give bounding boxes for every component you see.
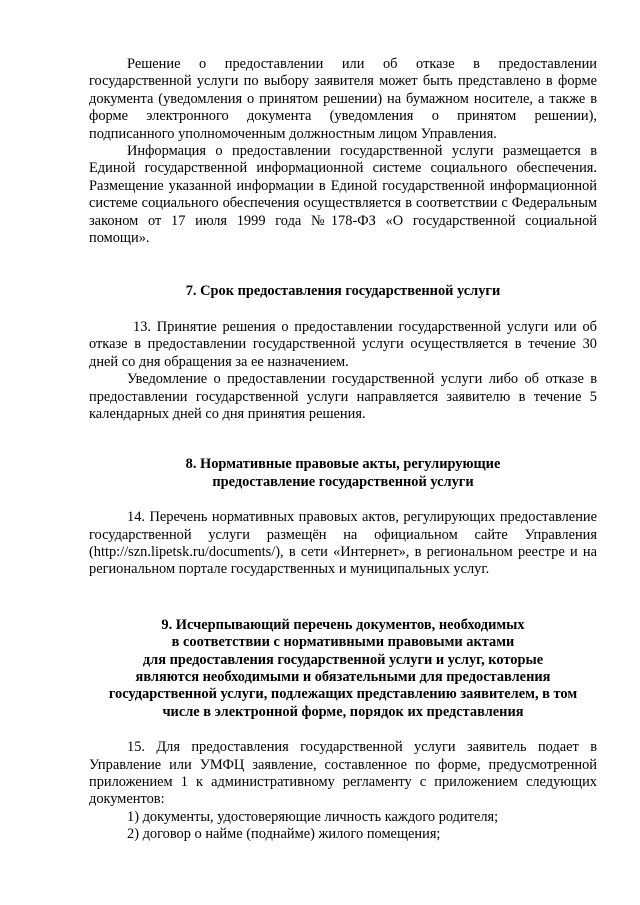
section-8-paragraph-14: 14. Перечень нормативных правовых актов, регулирующих предоставление государственной услуги размещён на официальном сайте Управления (http://szn.lipetsk.ru/documents/), в сети «Интернет», в региональном реестре и на региональном портале государственных и муниципальных услуг. xyxy=(89,509,597,578)
section-9-heading-line-1: 9. Исчерпывающий перечень документов, необходимых xyxy=(161,616,525,633)
section-8-heading xyxy=(89,456,597,491)
spacer xyxy=(89,721,597,739)
document-list-item-2: 2) договор о найме (поднайме) жилого помещения; xyxy=(127,826,441,843)
spacer xyxy=(89,579,597,617)
section-7-heading: 7. Срок предоставления государственной услуги xyxy=(185,283,501,300)
spacer xyxy=(89,247,597,283)
document-list-item-1: 1) документы, удостоверяющие личность каждого родителя; xyxy=(127,808,499,825)
section-9-paragraph-15: 15. Для предоставления государственной услуги заявитель подает в Управление или УМФЦ заявление, составленное по форме, предусмотренной приложением 1 к административному регламенту с приложением следующих документов: xyxy=(89,739,597,808)
section-9-heading-line-6: числе в электронной форме, порядок их представления xyxy=(162,703,524,720)
intro-paragraph-decision: Решение о предоставлении или об отказе в предоставлении государственной услуги по выбору заявителя может быть представлено в форме документа (уведомления о принятом решении) на бумажном носителе, а также в форме электронного документа (уведомления о принятом решении), подписанного уполномоченным должностным лицом Управления. xyxy=(89,56,597,142)
section-8-heading-line-1: 8. Нормативные правовые акты, регулирующие xyxy=(185,456,501,473)
spacer xyxy=(89,423,597,456)
section-7-paragraph-13: 13. Принятие решения о предоставлении государственной услуги или об отказе в предоставлении государственной услуги осуществляется в течение 30 дней со дня обращения за ее назначением. xyxy=(89,318,597,370)
spacer xyxy=(89,491,597,509)
section-9-heading-line-3: для предоставления государственной услуги и услуг, которые xyxy=(142,651,544,668)
section-9-heading-line-5: государственной услуги, подлежащих представлению заявителем, в том xyxy=(108,686,578,703)
intro-paragraph-information: Информация о предоставлении государственной услуги размещается в Единой государственной информационной системе социального обеспечения. Размещение указанной информации в Единой государственной информационной системе социального обеспечения осуществляется в соответствии с Федеральным законом от 17 июля 1999 года №178-ФЗ «О государственной социальной помощи». xyxy=(89,143,597,247)
spacer xyxy=(89,301,597,319)
section-8-heading-line-2: предоставление государственной услуги xyxy=(212,473,474,490)
section-9-heading-line-4: являются необходимыми и обязательными для предоставления xyxy=(135,668,551,685)
section-7-paragraph-notification: Уведомление о предоставлении государственной услуги либо об отказе в предоставлении государственной услуги направляется заявителю в течение 5 календарных дней со дня принятия решения. xyxy=(89,371,597,422)
section-9-heading xyxy=(89,617,597,721)
section-9-heading-line-2: в соответствии с нормативными правовыми актами xyxy=(171,634,515,651)
document-page xyxy=(89,56,597,844)
